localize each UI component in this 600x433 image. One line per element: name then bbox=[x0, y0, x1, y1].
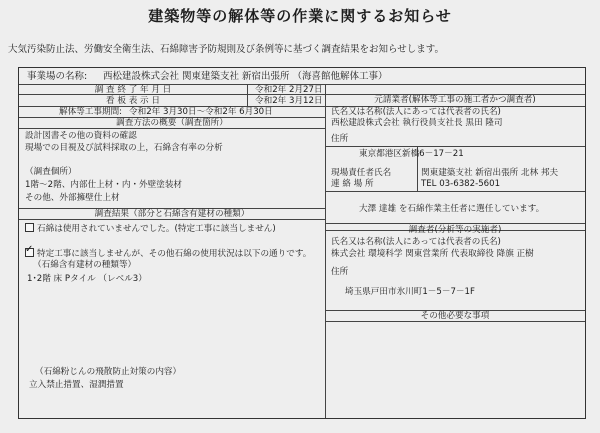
result-no-asbestos: 石綿は使用されていませんでした。(特定工事に該当しません) bbox=[25, 223, 276, 234]
material-item: 1･2階 床 Pタイル （レベル3） bbox=[27, 274, 147, 284]
result-specified: ✓特定工事に該当しませんが、その他石綿の使用状況は以下の通りです。 bbox=[25, 248, 311, 259]
location-line: 1階～2階、内部仕上材・内・外壁塗装材 bbox=[25, 180, 183, 190]
contractor-header: 元請業者(解体等工事の施工者かつ調査者) bbox=[374, 95, 536, 105]
method-line: 設計図書その他の資料の確認 bbox=[25, 131, 137, 141]
prevention-value: 立入禁止措置、湿潤措置 bbox=[29, 380, 124, 390]
method-line: 現場での目視及び試料採取の上，石綿含有率の分析 bbox=[25, 143, 223, 153]
checked-checkbox-icon bbox=[25, 248, 34, 257]
result-header: 調査結果（部分と石綿含有建材の種類） bbox=[94, 209, 250, 219]
site-manager-label: 現場責任者氏名 bbox=[331, 168, 392, 178]
notice-title: 建築物等の解体等の作業に関するお知らせ bbox=[148, 7, 452, 25]
location-line: （調査個所） bbox=[25, 167, 77, 177]
location-line: その他、外部擁壁仕上材 bbox=[25, 193, 120, 203]
survey-end-label: 調 査 終 了 年 月 日 bbox=[94, 85, 172, 95]
chief-text: 大澤 達雄 を石綿作業主任者に選任しています。 bbox=[359, 204, 545, 214]
analyst-name: 株式会社 環境科学 関東営業所 代表取締役 降旗 正樹 bbox=[331, 249, 534, 259]
material-type-label: （石綿含有建材の種類等） bbox=[33, 260, 137, 270]
contact-label: 連 絡 場 所 bbox=[331, 179, 374, 189]
work-period-label: 解体等工事期間: bbox=[59, 107, 123, 117]
site-manager: 関東建築支社 新宿出張所 北林 邦夫 bbox=[421, 168, 559, 178]
site-name: 西松建設株式会社 関東建築支社 新宿出張所 （海喜館他解体工事） bbox=[103, 71, 388, 82]
site-name-label: 事業場の名称: bbox=[27, 71, 88, 82]
sign-date-label: 看 板 表 示 日 bbox=[106, 96, 160, 106]
contractor-name-label: 氏名又は名称(法人にあっては代表者の氏名) bbox=[331, 107, 501, 117]
analyst-name-label: 氏名又は名称(法人にあっては代表者の氏名) bbox=[331, 237, 501, 247]
contractor-name: 西松建設株式会社 執行役員支社長 黒田 隆司 bbox=[331, 118, 503, 128]
notice-table bbox=[18, 67, 586, 419]
contractor-address-label: 住所 bbox=[331, 134, 349, 144]
other-header: その他必要な事項 bbox=[420, 311, 490, 321]
contact-phone: TEL 03-6382-5601 bbox=[421, 179, 501, 189]
prevention-label: （石綿粉じんの飛散防止対策の内容） bbox=[35, 367, 182, 377]
notice-intro: 大気汚染防止法、労働安全衛生法、石綿障害予防規則及び条例等に基づく調査結果をお知らせします。 bbox=[8, 44, 444, 55]
method-header: 調査方法の概要（調査箇所） bbox=[116, 118, 228, 128]
analyst-header: 調査者(分析等の実施者) bbox=[408, 225, 502, 235]
sign-date: 令和2年 3月12日 bbox=[255, 96, 323, 106]
analyst-address-label: 住所 bbox=[331, 267, 349, 277]
survey-end-date: 令和2年 2月27日 bbox=[255, 85, 323, 95]
unchecked-checkbox-icon bbox=[25, 223, 34, 232]
contractor-address: 東京都港区新橋6－17－21 bbox=[359, 149, 464, 159]
analyst-address: 埼玉県戸田市氷川町1－5－7－1F bbox=[345, 287, 475, 297]
work-period: 令和2年 3月30日～令和2年 6月30日 bbox=[129, 107, 273, 117]
